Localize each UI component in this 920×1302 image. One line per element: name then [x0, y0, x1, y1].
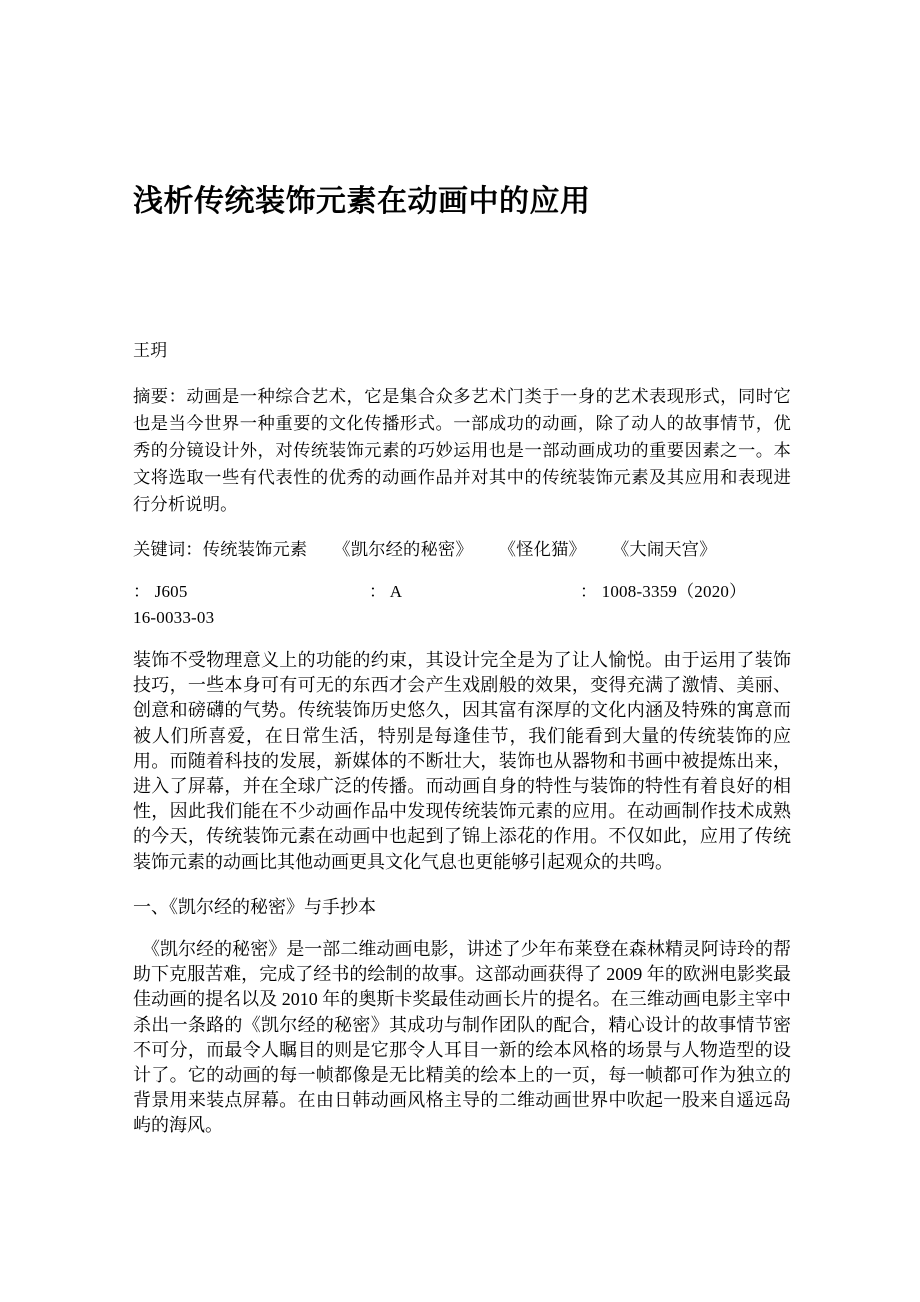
body-paragraph-1: 装饰不受物理意义上的功能的约束，其设计完全是为了让人愉悦。由于运用了装饰技巧，一些本身可有可无的东西才会产生戏剧般的效果，变得充满了激情、美丽、创意和磅礴的气势。传统装饰历史悠久，因其富有深厚的文化内涵及特殊的寓意而被人们所喜爱，在日常生活，特别是每逢佳节，我们能看到大量的传统装饰的应用。而随着科技的发展，新媒体的不断壮大，装饰也从器物和书画中被提炼出来，进入了屏幕，并在全球广泛的传播。而动画自身的特性与装饰的特性有着良好的相性，因此我们能在不少动画作品中发现传统装饰元素的应用。在动画制作技术成熟的今天，传统装饰元素在动画中也起到了锦上添花的作用。不仅如此，应用了传统装饰元素的动画比其他动画更具文化气息也更能够引起观众的共鸣。 [133, 650, 791, 872]
keywords-label: 关键词：传统装饰元素 [133, 540, 308, 559]
document-code: ： A [369, 582, 403, 601]
keyword-item-1: 《凯尔经的秘密》 [333, 540, 473, 559]
abstract-paragraph: 摘要：动画是一种综合艺术，它是集合众多艺术门类于一身的艺术表现形式，同时它也是当今世界一种重要的文化传播形式。一部成功的动画，除了动人的故事情节，优秀的分镜设计外，对传统装饰元素的巧妙运用也是一部动画成功的重要因素之一。本文将选取一些有代表性的优秀的动画作品并对其中的传统装饰元素及其应用和表现进行分析说明。 [133, 387, 791, 514]
article-id: ： 1008-3359（2020） [580, 582, 747, 601]
section-heading-1: 一、《凯尔经的秘密》与手抄本 [133, 896, 376, 917]
keywords-line [133, 518, 791, 563]
article-id-continued: 16-0033-03 [133, 608, 215, 627]
page-title: 浅析传统装饰元素在动画中的应用 [133, 185, 591, 218]
classification-number: ： J605 [133, 582, 188, 601]
author-name: 王玥 [133, 341, 168, 360]
section-body-paragraph-1: 《凯尔经的秘密》是一部二维动画电影，讲述了少年布莱登在森林精灵阿诗玲的帮助下克服苦难，完成了经书的绘制的故事。这部动画获得了 2009 年的欧洲电影奖最佳动画的提名以及 2010 年的奥斯卡奖最佳动画长片的提名。在三维动画电影主宰中杀出一条路的《凯尔经的秘密》其成功与制作团队的配合，精心设计的故事情节密不可分，而最令人瞩目的则是它那令人耳目一新的绘本风格的场景与人物造型的设计了。它的动画的每一帧都像是无比精美的绘本上的一页，每一帧都可作为独立的背景用来装点屏幕。在由日韩动画风格主导的二维动画世界中吹起一股来自遥远岛屿的海风。 [133, 939, 791, 1136]
keyword-item-3: 《大闹天宫》 [611, 540, 717, 559]
classification-codes-line [133, 563, 791, 631]
keyword-item-2: 《怪化猫》 [498, 540, 586, 559]
document-content-column [133, 0, 791, 1139]
